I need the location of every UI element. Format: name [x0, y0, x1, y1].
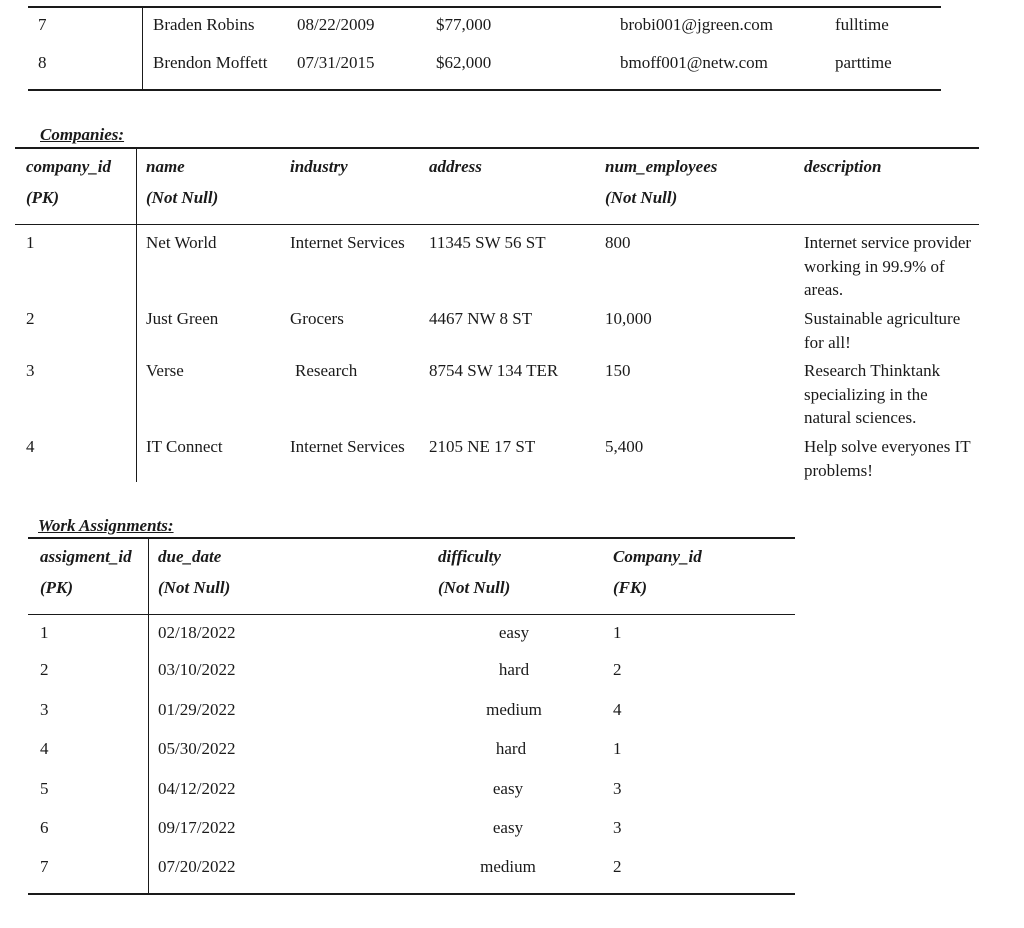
work-row-6-due: 09/17/2022: [158, 818, 236, 837]
employee-row-7-id: 7: [38, 15, 47, 34]
company-row-4-id: 4: [26, 437, 35, 456]
work-assignments-bottom-rule: [28, 893, 795, 895]
company-row-1-address: 11345 SW 56 ST: [429, 233, 546, 252]
work-header-difficulty: difficulty: [438, 547, 501, 566]
company-row-1-name: Net World: [146, 233, 217, 252]
companies-header-description: description: [804, 157, 882, 176]
work-row-2-id: 2: [40, 660, 49, 679]
work-row-7-id: 7: [40, 857, 49, 876]
companies-header-company-id-sub: (PK): [26, 188, 60, 207]
companies-header-num-employees: num_employees: [605, 157, 718, 176]
work-row-3-id: 3: [40, 700, 49, 719]
companies-header-name: name: [146, 157, 185, 176]
company-row-2-industry: Grocers: [290, 309, 344, 328]
employee-row-8-email: bmoff001@netw.com: [620, 53, 768, 72]
employee-row-8-type: parttime: [835, 53, 892, 72]
work-row-1-id: 1: [40, 623, 49, 642]
work-header-due-date: due_date: [158, 547, 222, 566]
work-row-6-company: 3: [613, 818, 622, 837]
work-row-2-company: 2: [613, 660, 622, 679]
work-row-2-due: 03/10/2022: [158, 660, 236, 679]
work-row-5-due: 04/12/2022: [158, 779, 236, 798]
company-row-2-employees: 10,000: [605, 309, 652, 328]
work-header-assignment-id: assigment_id: [40, 547, 132, 566]
work-row-3-difficulty: medium: [486, 700, 542, 719]
employees-divider: [142, 7, 143, 90]
employee-row-8-date: 07/31/2015: [297, 53, 375, 72]
companies-divider: [136, 148, 137, 482]
work-row-1-company: 1: [613, 623, 622, 642]
work-header-company-id: Company_id: [613, 547, 702, 566]
work-row-2-difficulty: hard: [498, 660, 530, 679]
work-row-5-company: 3: [613, 779, 622, 798]
work-row-3-due: 01/29/2022: [158, 700, 236, 719]
employee-row-7-name: Braden Robins: [153, 15, 255, 34]
company-row-4-name: IT Connect: [146, 437, 223, 456]
company-row-3-id: 3: [26, 361, 35, 380]
employee-row-7-date: 08/22/2009: [297, 15, 375, 34]
companies-header-company-id: company_id: [26, 157, 111, 176]
company-row-2-description: Sustainable agriculture for all!: [804, 309, 961, 352]
work-row-7-due: 07/20/2022: [158, 857, 236, 876]
company-row-3-name: Verse: [146, 361, 184, 380]
employee-row-7-type: fulltime: [835, 15, 889, 34]
employee-row-8-id: 8: [38, 53, 47, 72]
companies-title: Companies:: [40, 125, 125, 144]
employee-row-7-email: brobi001@jgreen.com: [620, 15, 774, 34]
employees-bottom-rule: [28, 89, 941, 91]
company-row-3-employees: 150: [605, 361, 631, 380]
work-header-rule: [28, 614, 795, 615]
work-header-difficulty-sub: (Not Null): [438, 578, 511, 597]
company-row-2-address: 4467 NW 8 ST: [429, 309, 533, 328]
work-row-7-difficulty: medium: [480, 857, 536, 876]
employee-row-8-name: Brendon Moffett: [153, 53, 268, 72]
work-row-5-difficulty: easy: [492, 779, 524, 798]
work-header-due-date-sub: (Not Null): [158, 578, 231, 597]
company-row-3-description: Research Thinktank specializing in the natural sciences.: [804, 361, 941, 427]
company-row-1-description: Internet service provider working in 99.9% of areas.: [804, 233, 972, 299]
company-row-3-address: 8754 SW 134 TER: [429, 361, 559, 380]
companies-header-rule: [15, 224, 979, 225]
company-row-4-description: Help solve everyones IT problems!: [804, 437, 971, 480]
work-row-4-difficulty: hard: [495, 739, 527, 758]
company-row-4-address: 2105 NE 17 ST: [429, 437, 536, 456]
work-row-4-due: 05/30/2022: [158, 739, 236, 758]
company-row-4-employees: 5,400: [605, 437, 644, 456]
companies-header-name-sub: (Not Null): [146, 188, 219, 207]
work-header-company-id-sub: (FK): [613, 578, 647, 597]
work-row-5-id: 5: [40, 779, 49, 798]
employees-top-rule: [28, 6, 941, 8]
work-header-assignment-id-sub: (PK): [40, 578, 74, 597]
work-row-4-id: 4: [40, 739, 49, 758]
company-row-1-id: 1: [26, 233, 35, 252]
work-row-3-company: 4: [613, 700, 622, 719]
companies-top-rule: [15, 147, 979, 149]
work-row-7-company: 2: [613, 857, 622, 876]
company-row-2-id: 2: [26, 309, 35, 328]
work-row-1-due: 02/18/2022: [158, 623, 236, 642]
companies-header-address: address: [429, 157, 482, 176]
work-row-6-difficulty: easy: [492, 818, 524, 837]
companies-header-industry: industry: [290, 157, 348, 176]
companies-header-num-employees-sub: (Not Null): [605, 188, 678, 207]
work-assignments-top-rule: [28, 537, 795, 539]
company-row-4-industry: Internet Services: [290, 437, 405, 456]
company-row-3-industry: Research: [295, 361, 358, 380]
company-row-2-name: Just Green: [146, 309, 219, 328]
work-row-1-difficulty: easy: [498, 623, 530, 642]
company-row-1-industry: Internet Services: [290, 233, 405, 252]
company-row-1-employees: 800: [605, 233, 631, 252]
work-row-6-id: 6: [40, 818, 49, 837]
employee-row-7-salary: $77,000: [436, 15, 492, 34]
work-row-4-company: 1: [613, 739, 622, 758]
employee-row-8-salary: $62,000: [436, 53, 492, 72]
work-assignments-title: Work Assignments:: [38, 516, 174, 535]
work-assignments-divider: [148, 538, 149, 894]
